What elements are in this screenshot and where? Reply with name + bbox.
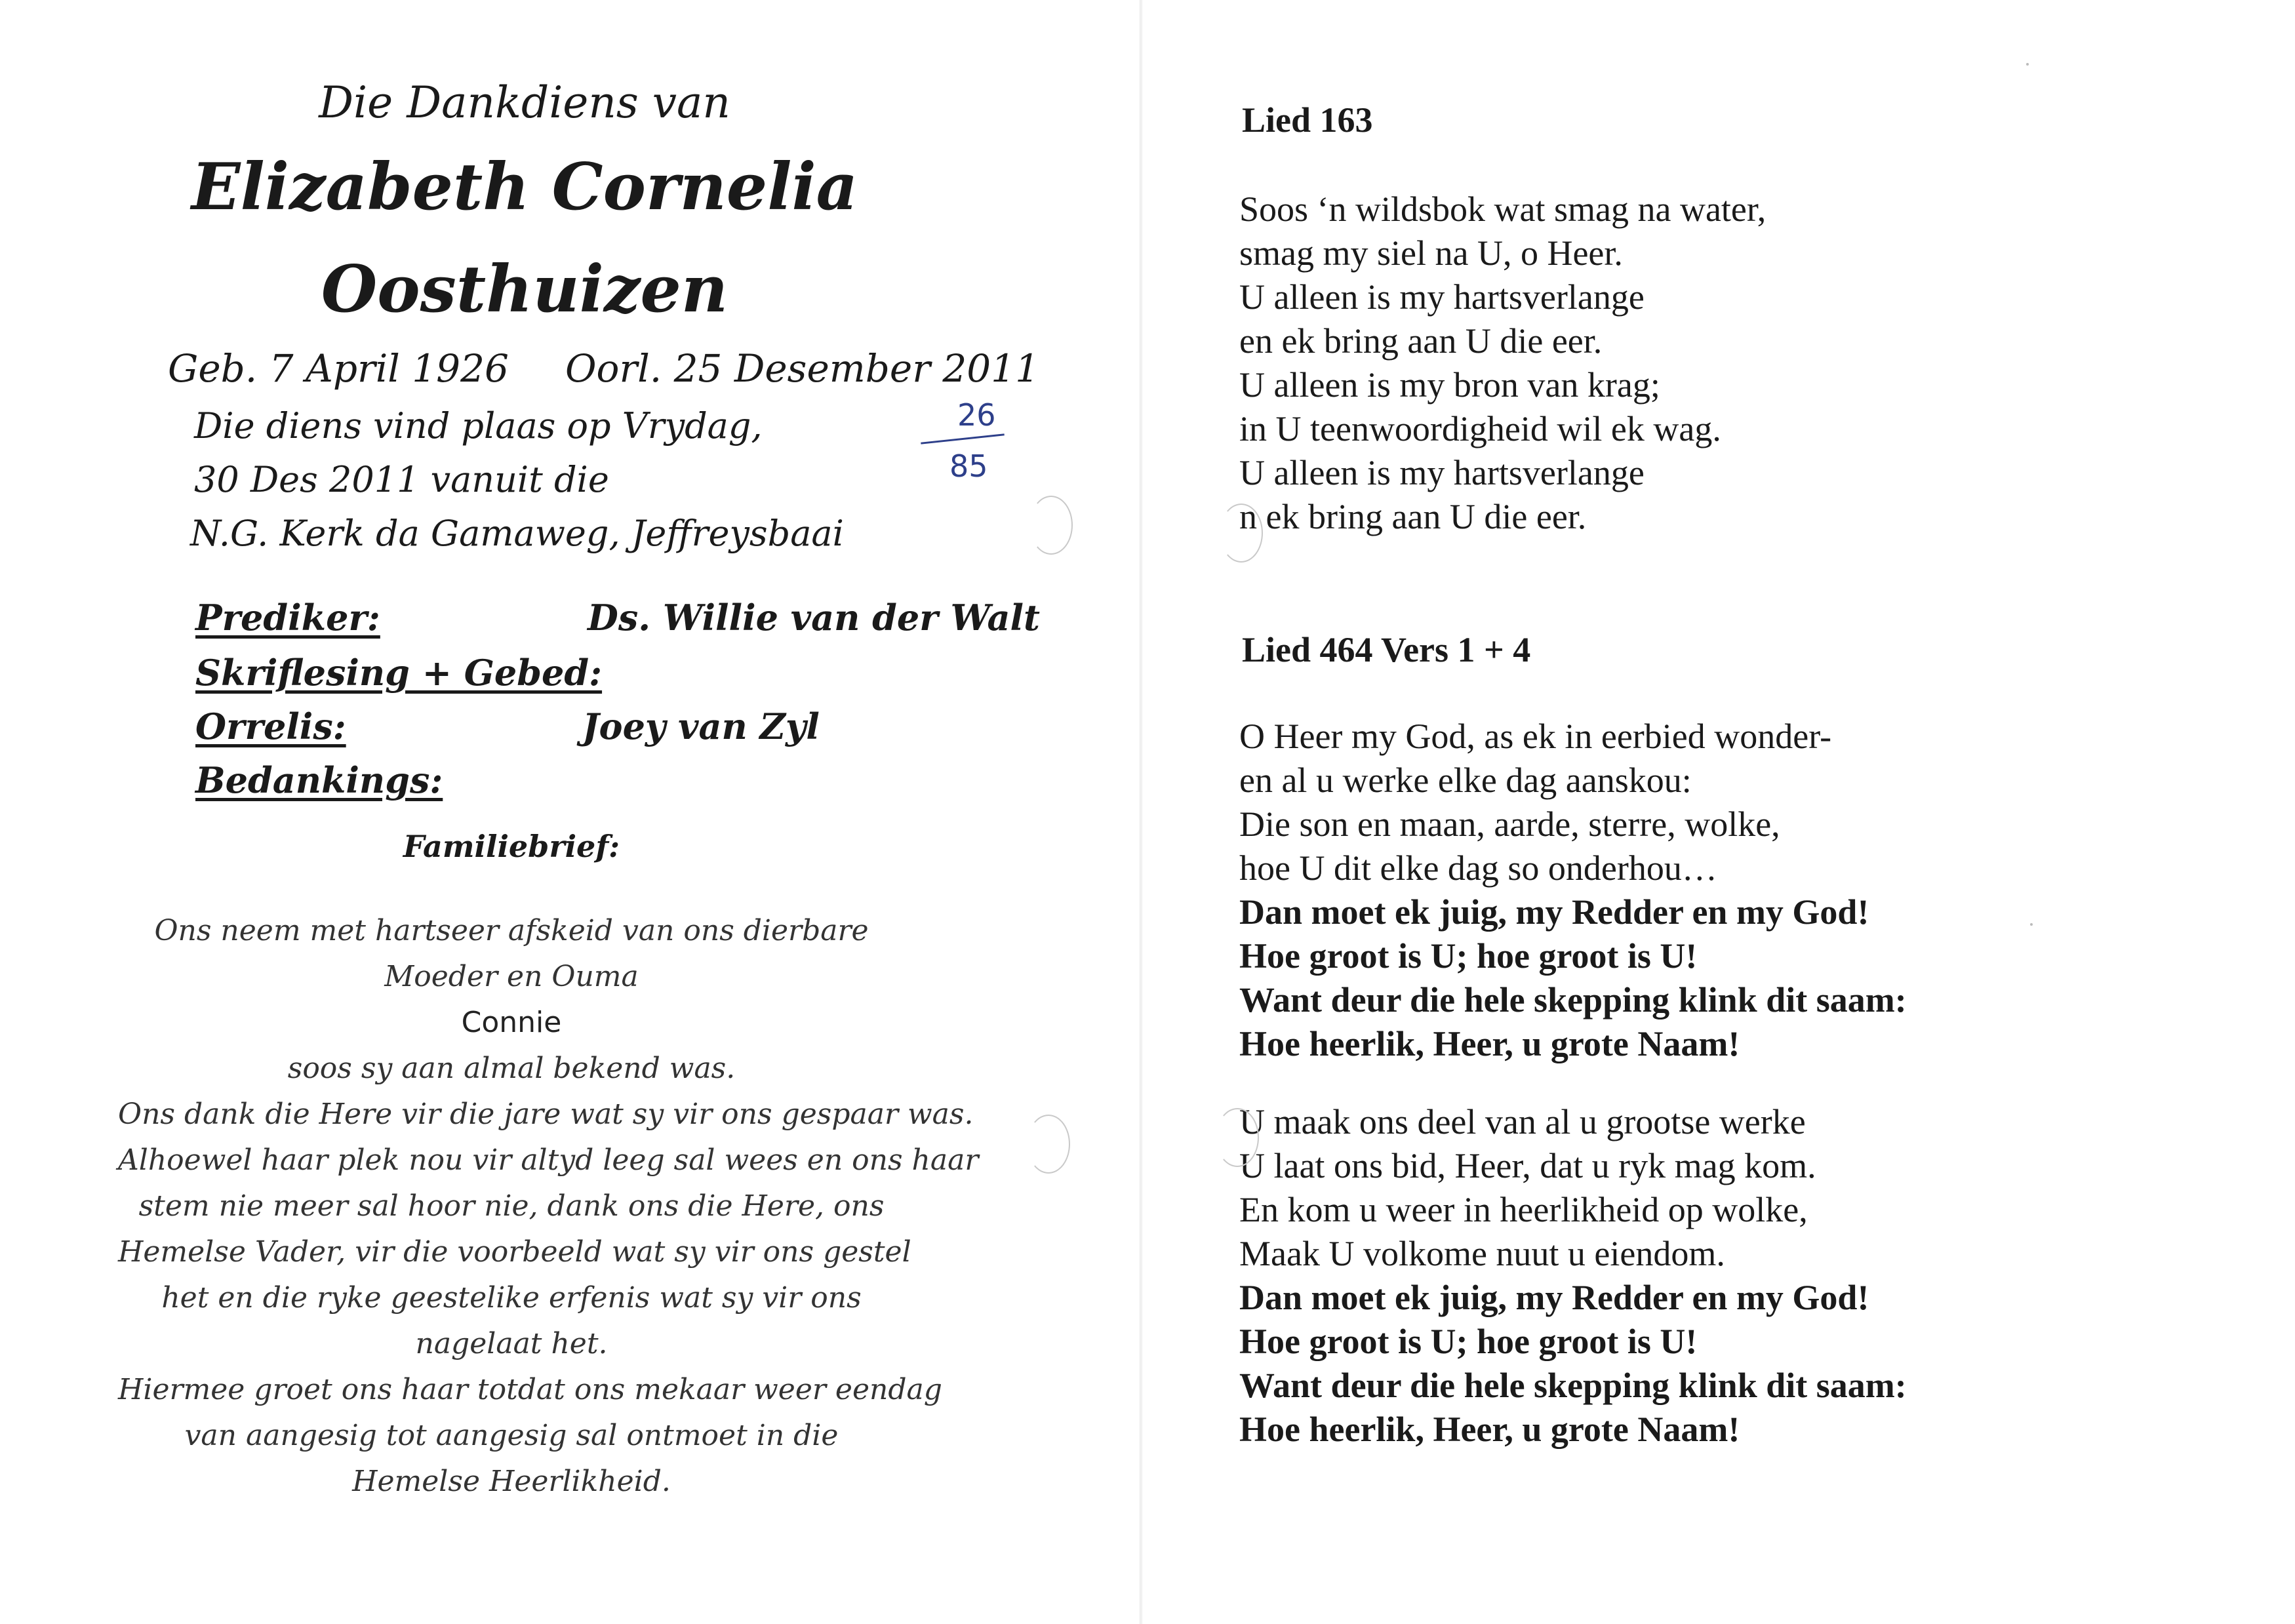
punch-hole-mark [1029, 496, 1073, 555]
letter-nickname: Connie [461, 1006, 562, 1039]
chorus-line: Want deur die hele skepping klink dit saam: [1239, 1366, 1907, 1405]
service-date: 30 Des 2011 vanuit die [194, 459, 609, 500]
role-label-thanks: Bedankings: [195, 759, 443, 801]
scan-speck [2026, 63, 2029, 66]
letter-line: Ons dank die Here vir die jare wat sy vir ons gespaar was. [118, 1098, 974, 1131]
hymn-line: en al u werke elke dag aanskou: [1239, 761, 1692, 800]
letter-line: het en die ryke geestelike erfenis wat sy vir ons [161, 1281, 862, 1315]
hymn1-verse [1239, 188, 1766, 539]
letter-line: Hemelse Heerlikheid. [352, 1465, 671, 1498]
role-name-organist: Joey van Zyl [582, 705, 820, 747]
punch-hole-mark [1027, 1115, 1070, 1174]
chorus-line: Dan moet ek juig, my Redder en my God! [1239, 1278, 1869, 1317]
letter-line: Alhoewel haar plek nou vir altyd leeg sal wees en ons haar [118, 1143, 979, 1177]
hymn-line: hoe U dit elke dag so onderhou… [1239, 848, 1717, 888]
service-heading: Die Dankdiens van [319, 77, 730, 128]
letter-line: soos sy aan almal bekend was. [287, 1052, 736, 1085]
hymn-line: U alleen is my hartsverlange [1239, 453, 1645, 492]
hymn-line: Maak U volkome nuut u eiendom. [1239, 1234, 1725, 1273]
hymn-line: U laat ons bid, Heer, dat u ryk mag kom. [1239, 1146, 1816, 1185]
birth-date: Geb. 7 April 1926 [168, 346, 509, 391]
punch-hole-mark [1216, 1108, 1259, 1167]
chorus-line: Dan moet ek juig, my Redder en my God! [1239, 892, 1869, 932]
death-date: Oorl. 25 Desember 2011 [565, 346, 1039, 391]
role-name-preacher: Ds. Willie van der Walt [588, 597, 1040, 639]
hymn-line: U maak ons deel van al u grootse werke [1239, 1102, 1806, 1141]
service-venue: N.G. Kerk da Gamaweg, Jeffreysbaai [190, 513, 844, 554]
chorus-line: Hoe heerlik, Heer, u grote Naam! [1239, 1410, 1740, 1449]
page-fold [1140, 0, 1142, 1624]
role-label-scripture: Skriflesing + Gebed: [195, 652, 603, 694]
role-label-preacher: Prediker: [195, 597, 380, 639]
punch-hole-mark [1220, 504, 1263, 563]
hymn-line: n ek bring aan U die eer. [1239, 497, 1587, 536]
letter-line: Hiermee groet ons haar totdat ons mekaar weer eendag [118, 1373, 942, 1406]
letter-line: Hemelse Vader, vir die voorbeeld wat sy vir ons gestel [118, 1235, 911, 1269]
hymn-line: En kom u weer in heerlikheid op wolke, [1239, 1190, 1808, 1229]
letter-line: stem nie meer sal hoor nie, dank ons die Here, ons [138, 1189, 885, 1223]
hymn2-verse1 [1239, 715, 1907, 1066]
hymn-line: O Heer my God, as ek in eerbied wonder- [1239, 717, 1832, 756]
letter-line: Ons neem met hartseer afskeid van ons dierbare [154, 914, 869, 947]
hymn-line: U alleen is my hartsverlange [1239, 277, 1645, 317]
left-page [0, 0, 1141, 1624]
service-day: Die diens vind plaas op Vrydag, [194, 405, 763, 446]
handwritten-stroke [921, 433, 1005, 444]
chorus-line: Hoe groot is U; hoe groot is U! [1239, 1322, 1698, 1361]
scan-speck [2030, 923, 2033, 926]
family-letter-title: Familiebrief: [403, 829, 620, 864]
right-page [1144, 0, 2295, 1624]
hymn2-title: Lied 464 Vers 1 + 4 [1242, 630, 1531, 669]
chorus-line: Hoe heerlik, Heer, u grote Naam! [1239, 1024, 1740, 1063]
handwritten-note-bottom: 85 [949, 448, 988, 484]
chorus-line: Hoe groot is U; hoe groot is U! [1239, 936, 1698, 976]
hymn2-verse4 [1239, 1100, 1907, 1452]
hymn-line: U alleen is my bron van krag; [1239, 365, 1660, 405]
hymn-line: in U teenwoordigheid wil ek wag. [1239, 409, 1721, 448]
hymn-line: Soos ‘n wildsbok wat smag na water, [1239, 189, 1766, 229]
deceased-surname: Oosthuizen [321, 252, 728, 327]
hymn-line: smag my siel na U, o Heer. [1239, 233, 1623, 273]
family-letter [118, 908, 979, 1505]
handwritten-note-top: 26 [957, 397, 996, 433]
chorus-line: Want deur die hele skepping klink dit saam: [1239, 980, 1907, 1020]
deceased-first-names: Elizabeth Cornelia [191, 149, 858, 225]
role-label-organist: Orrelis: [195, 705, 346, 747]
letter-line: nagelaat het. [415, 1327, 608, 1360]
hymn-line: en ek bring aan U die eer. [1239, 321, 1603, 361]
hymn-line: Die son en maan, aarde, sterre, wolke, [1239, 804, 1780, 844]
letter-line: van aangesig tot aangesig sal ontmoet in die [184, 1419, 839, 1452]
letter-line: Moeder en Ouma [384, 960, 639, 993]
hymn1-title: Lied 163 [1242, 100, 1373, 140]
